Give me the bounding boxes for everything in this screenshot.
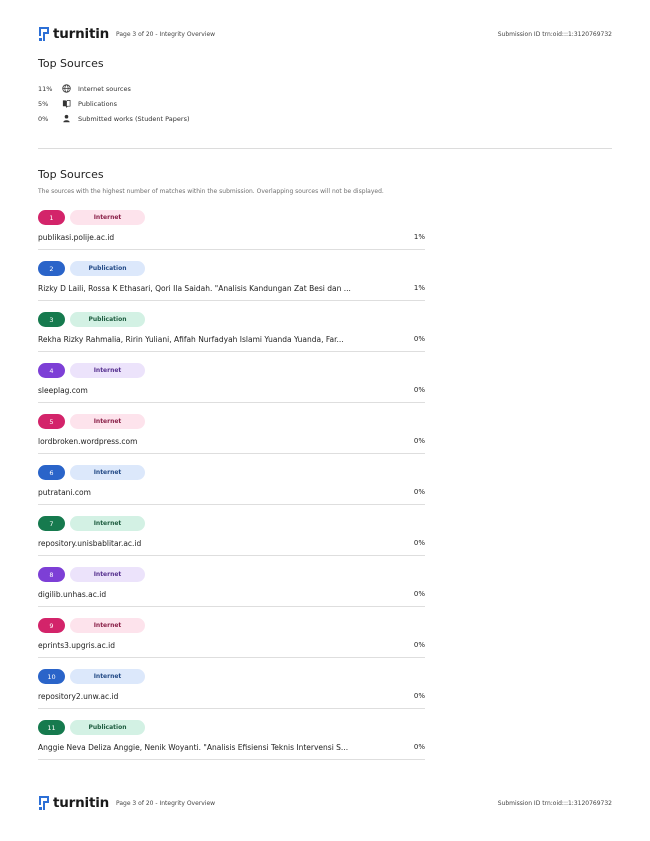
source-detail-row	[38, 537, 425, 549]
source-detail-row	[38, 588, 425, 600]
source-number-badge: 5	[38, 414, 65, 429]
summary-percent: 0%	[38, 114, 49, 123]
source-type-badge: Internet	[70, 465, 145, 480]
source-percent: 0%	[413, 692, 425, 700]
source-percent: 0%	[413, 386, 425, 394]
source-name[interactable]: Rekha Rizky Rahmalia, Ririn Yuliani, Afifah Nurfadyah Islami Yuanda Yuanda, Far...	[38, 334, 344, 344]
source-name[interactable]: eprints3.upgris.ac.id	[38, 640, 115, 650]
person-icon	[62, 114, 78, 123]
summary-list	[38, 81, 190, 126]
logo-text: turnitin	[53, 795, 110, 811]
sources-description: The sources with the highest number of matches within the submission. Overlapping sources will not be displayed.	[38, 188, 384, 195]
source-name[interactable]: putratani.com	[38, 487, 91, 497]
source-percent: 0%	[413, 590, 425, 598]
source-percent: 0%	[413, 743, 425, 751]
source-detail-row	[38, 690, 425, 702]
page-footer	[38, 793, 612, 813]
summary-percent: 11%	[38, 84, 53, 93]
source-divider	[38, 402, 425, 403]
source-type-badge: Publication	[70, 720, 145, 735]
sources-list	[38, 210, 425, 771]
source-item[interactable]	[38, 720, 425, 771]
source-tag-row	[38, 516, 425, 531]
summary-percent: 5%	[38, 99, 49, 108]
source-detail-row	[38, 639, 425, 651]
source-detail-row	[38, 384, 425, 396]
source-number-badge: 7	[38, 516, 65, 531]
source-percent: 0%	[413, 437, 425, 445]
source-name[interactable]: repository2.unw.ac.id	[38, 691, 119, 701]
sources-title: Top Sources	[38, 168, 104, 181]
source-detail-row	[38, 282, 425, 294]
source-divider	[38, 249, 425, 250]
source-type-badge: Internet	[70, 363, 145, 378]
source-percent: 0%	[413, 488, 425, 496]
source-item[interactable]	[38, 465, 425, 516]
source-detail-row	[38, 333, 425, 345]
source-type-badge: Internet	[70, 669, 145, 684]
source-divider	[38, 708, 425, 709]
source-divider	[38, 606, 425, 607]
source-item[interactable]	[38, 210, 425, 261]
source-number-badge: 4	[38, 363, 65, 378]
summary-label: Submitted works (Student Papers)	[78, 114, 190, 123]
source-number-badge: 2	[38, 261, 65, 276]
source-name[interactable]: Anggie Neva Deliza Anggie, Nenik Woyanti. "Analisis Efisiensi Teknis Intervensi S...	[38, 742, 349, 752]
source-detail-row	[38, 486, 425, 498]
summary-row-publications	[38, 96, 190, 111]
summary-label: Publications	[78, 99, 118, 108]
source-type-badge: Internet	[70, 414, 145, 429]
source-percent: 0%	[413, 641, 425, 649]
summary-row-internet	[38, 81, 190, 96]
submission-id: Submission ID trn:oid:::1:3120769732	[497, 799, 612, 807]
source-number-badge: 1	[38, 210, 65, 225]
source-tag-row	[38, 618, 425, 633]
source-type-badge: Internet	[70, 516, 145, 531]
source-divider	[38, 555, 425, 556]
source-name[interactable]: lordbroken.wordpress.com	[38, 436, 138, 446]
logo-text: turnitin	[53, 26, 110, 42]
source-item[interactable]	[38, 669, 425, 720]
submission-id: Submission ID trn:oid:::1:3120769732	[497, 30, 612, 38]
source-item[interactable]	[38, 261, 425, 312]
turnitin-logo-icon	[38, 795, 50, 811]
section-divider	[38, 148, 612, 149]
page-info: Page 3 of 20 - Integrity Overview	[116, 30, 216, 38]
source-detail-row	[38, 741, 425, 753]
source-tag-row	[38, 363, 425, 378]
source-tag-row	[38, 669, 425, 684]
source-divider	[38, 657, 425, 658]
source-divider	[38, 759, 425, 760]
source-number-badge: 8	[38, 567, 65, 582]
source-item[interactable]	[38, 516, 425, 567]
source-type-badge: Internet	[70, 567, 145, 582]
turnitin-logo-icon	[38, 26, 50, 42]
source-number-badge: 11	[38, 720, 65, 735]
summary-label: Internet sources	[78, 84, 131, 93]
source-item[interactable]	[38, 618, 425, 669]
book-icon	[62, 99, 78, 108]
source-item[interactable]	[38, 567, 425, 618]
source-tag-row	[38, 414, 425, 429]
summary-title: Top Sources	[38, 57, 104, 70]
source-type-badge: Internet	[70, 618, 145, 633]
source-type-badge: Publication	[70, 261, 145, 276]
source-tag-row	[38, 312, 425, 327]
source-percent: 0%	[413, 335, 425, 343]
source-item[interactable]	[38, 363, 425, 414]
turnitin-logo	[38, 26, 114, 42]
source-type-badge: Internet	[70, 210, 145, 225]
source-item[interactable]	[38, 414, 425, 465]
source-tag-row	[38, 210, 425, 225]
page-info: Page 3 of 20 - Integrity Overview	[116, 799, 216, 807]
source-tag-row	[38, 720, 425, 735]
source-tag-row	[38, 567, 425, 582]
source-name[interactable]: sleeplag.com	[38, 385, 88, 395]
source-item[interactable]	[38, 312, 425, 363]
source-divider	[38, 300, 425, 301]
source-percent: 1%	[413, 233, 425, 241]
source-divider	[38, 453, 425, 454]
source-number-badge: 10	[38, 669, 65, 684]
source-percent: 1%	[413, 284, 425, 292]
source-name[interactable]: digilib.unhas.ac.id	[38, 589, 107, 599]
turnitin-logo	[38, 795, 114, 811]
source-name[interactable]: publikasi.polije.ac.id	[38, 232, 115, 242]
source-percent: 0%	[413, 539, 425, 547]
source-detail-row	[38, 231, 425, 243]
source-tag-row	[38, 261, 425, 276]
source-detail-row	[38, 435, 425, 447]
source-name[interactable]: Rizky D Laili, Rossa K Ethasari, Qori Ila Saidah. "Analisis Kandungan Zat Besi dan ...	[38, 283, 351, 293]
source-tag-row	[38, 465, 425, 480]
source-name[interactable]: repository.unisbablitar.ac.id	[38, 538, 142, 548]
source-number-badge: 3	[38, 312, 65, 327]
source-divider	[38, 504, 425, 505]
source-number-badge: 6	[38, 465, 65, 480]
page-header	[38, 24, 612, 44]
source-divider	[38, 351, 425, 352]
globe-icon	[62, 84, 78, 93]
source-number-badge: 9	[38, 618, 65, 633]
source-type-badge: Publication	[70, 312, 145, 327]
summary-row-submitted	[38, 111, 190, 126]
